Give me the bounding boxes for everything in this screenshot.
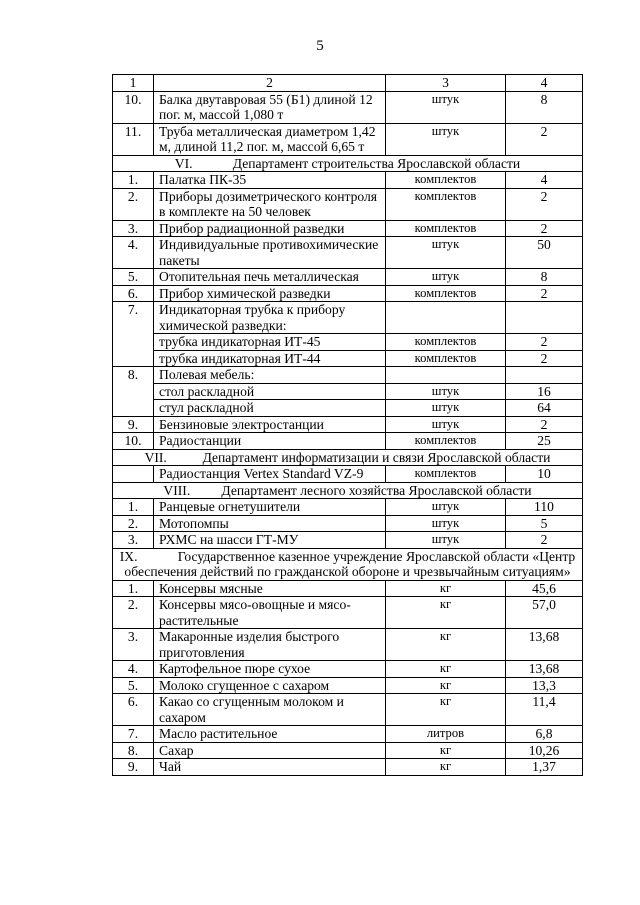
- section-title: [113, 449, 583, 466]
- item-name: Бензиновые электростанции: [154, 416, 386, 433]
- item-quantity: 10: [506, 466, 583, 483]
- table-row: [113, 237, 583, 269]
- column-header: 4: [506, 75, 583, 92]
- item-unit: литров: [386, 726, 506, 743]
- subitem-unit: штук: [386, 400, 506, 417]
- section-title: [113, 548, 583, 580]
- row-number: 5.: [113, 269, 154, 286]
- table-row: [113, 580, 583, 597]
- subitem-unit: штук: [386, 383, 506, 400]
- row-number: [113, 466, 154, 483]
- item-quantity: 10,26: [506, 742, 583, 759]
- item-unit: кг: [386, 742, 506, 759]
- item-quantity: 110: [506, 499, 583, 516]
- item-quantity: 5: [506, 515, 583, 532]
- item-name: Полевая мебель:: [154, 367, 386, 384]
- item-unit: штук: [386, 123, 506, 155]
- item-unit: кг: [386, 580, 506, 597]
- item-unit: кг: [386, 694, 506, 726]
- row-number: 1.: [113, 499, 154, 516]
- row-number: 2.: [113, 597, 154, 629]
- item-unit: штук: [386, 499, 506, 516]
- item-unit: кг: [386, 597, 506, 629]
- item-quantity: 1,37: [506, 759, 583, 776]
- item-unit: штук: [386, 269, 506, 286]
- table-subrow: [113, 383, 583, 400]
- item-unit: штук: [386, 91, 506, 123]
- item-name: Приборы дозиметрического контроля в комплекте на 50 человек: [154, 188, 386, 220]
- table-row: [113, 466, 583, 483]
- table-row: [113, 742, 583, 759]
- row-number: 4.: [113, 237, 154, 269]
- section-title-text: Департамент информатизации и связи Ярославской области: [202, 449, 551, 465]
- item-quantity: 25: [506, 433, 583, 450]
- item-quantity: 50: [506, 237, 583, 269]
- column-header: 1: [113, 75, 154, 92]
- section-title-row: [113, 155, 583, 172]
- table-row: [113, 597, 583, 629]
- row-number: 6.: [113, 694, 154, 726]
- row-number: 3.: [113, 532, 154, 549]
- row-number: 2.: [113, 515, 154, 532]
- item-quantity: 45,6: [506, 580, 583, 597]
- row-number: 8.: [113, 367, 154, 417]
- subitem-quantity: 16: [506, 383, 583, 400]
- subitem-unit: комплектов: [386, 350, 506, 367]
- item-quantity: 8: [506, 91, 583, 123]
- item-unit: комплектов: [386, 220, 506, 237]
- item-name: Масло растительное: [154, 726, 386, 743]
- item-unit: штук: [386, 515, 506, 532]
- table-subrow: [113, 400, 583, 417]
- item-quantity: [506, 302, 583, 334]
- item-quantity: 8: [506, 269, 583, 286]
- section-roman-numeral: IX.: [119, 548, 138, 564]
- item-unit: комплектов: [386, 433, 506, 450]
- section-title: [113, 155, 583, 172]
- item-unit: кг: [386, 629, 506, 661]
- subitem-name: трубка индикаторная ИТ-45: [154, 334, 386, 351]
- item-name: Радиостанция Vertex Standard VZ-9: [154, 466, 386, 483]
- item-name: РХМС на шасси ГТ-МУ: [154, 532, 386, 549]
- column-header: 3: [386, 75, 506, 92]
- item-unit: кг: [386, 677, 506, 694]
- subitem-unit: комплектов: [386, 334, 506, 351]
- subitem-name: стол раскладной: [154, 383, 386, 400]
- item-name: Ранцевые огнетушители: [154, 499, 386, 516]
- item-quantity: 2: [506, 532, 583, 549]
- table-row: [113, 416, 583, 433]
- table-row: [113, 629, 583, 661]
- item-unit: комплектов: [386, 188, 506, 220]
- table-row: [113, 433, 583, 450]
- item-name: Макаронные изделия быстрого приготовления: [154, 629, 386, 661]
- item-name: Индикаторная трубка к прибору химической разведки:: [154, 302, 386, 334]
- table-subrow: [113, 350, 583, 367]
- row-number: 7.: [113, 302, 154, 367]
- item-name: Отопительная печь металлическая: [154, 269, 386, 286]
- item-unit: комплектов: [386, 285, 506, 302]
- item-quantity: 2: [506, 220, 583, 237]
- subitem-quantity: 2: [506, 350, 583, 367]
- row-number: 1.: [113, 172, 154, 189]
- subitem-quantity: 2: [506, 334, 583, 351]
- table-row: [113, 499, 583, 516]
- item-name: Молоко сгущенное с сахаром: [154, 677, 386, 694]
- item-quantity: 4: [506, 172, 583, 189]
- section-title-text: Департамент строительства Ярославской области: [232, 155, 521, 171]
- page-number: 5: [316, 38, 324, 54]
- table-row: [113, 759, 583, 776]
- item-quantity: 2: [506, 188, 583, 220]
- item-unit: кг: [386, 759, 506, 776]
- subitem-name: трубка индикаторная ИТ-44: [154, 350, 386, 367]
- item-name: Чай: [154, 759, 386, 776]
- column-header: 2: [154, 75, 386, 92]
- section-roman-numeral: VIII.: [163, 482, 191, 498]
- item-name: Консервы мясные: [154, 580, 386, 597]
- table-row: [113, 677, 583, 694]
- row-number: 11.: [113, 123, 154, 155]
- item-name: Радиостанции: [154, 433, 386, 450]
- row-number: 10.: [113, 433, 154, 450]
- row-number: 3.: [113, 629, 154, 661]
- item-quantity: 13,68: [506, 629, 583, 661]
- item-name: Мотопомпы: [154, 515, 386, 532]
- section-roman-numeral: VI.: [174, 155, 193, 171]
- item-name: Какао со сгущенным молоком и сахаром: [154, 694, 386, 726]
- table-header-row: [113, 75, 583, 92]
- equipment-table: [112, 74, 583, 776]
- row-number: 8.: [113, 742, 154, 759]
- section-title: [113, 482, 583, 499]
- row-number: 6.: [113, 285, 154, 302]
- subitem-name: стул раскладной: [154, 400, 386, 417]
- item-quantity: 2: [506, 285, 583, 302]
- item-unit: штук: [386, 416, 506, 433]
- row-number: 3.: [113, 220, 154, 237]
- table-row: [113, 188, 583, 220]
- row-number: 1.: [113, 580, 154, 597]
- section-roman-numeral: VII.: [144, 449, 167, 465]
- row-number: 10.: [113, 91, 154, 123]
- table-row: [113, 661, 583, 678]
- table-row: [113, 302, 583, 334]
- item-quantity: 11,4: [506, 694, 583, 726]
- subitem-quantity: 64: [506, 400, 583, 417]
- row-number: 2.: [113, 188, 154, 220]
- item-unit: [386, 367, 506, 384]
- table-row: [113, 532, 583, 549]
- item-name: Сахар: [154, 742, 386, 759]
- item-name: Прибор химической разведки: [154, 285, 386, 302]
- section-title-text: Государственное казенное учреждение Ярославской области «Центр обеспечения действий по гражданской обороне и чрезвычайным ситуациям»: [124, 548, 576, 579]
- table-row: [113, 172, 583, 189]
- item-name: Прибор радиационной разведки: [154, 220, 386, 237]
- table-row: [113, 694, 583, 726]
- item-quantity: 13,68: [506, 661, 583, 678]
- table-row: [113, 367, 583, 384]
- table-row: [113, 123, 583, 155]
- item-name: Труба металлическая диаметром 1,42 м, длиной 11,2 пог. м, массой 6,65 т: [154, 123, 386, 155]
- item-name: Палатка ПК-35: [154, 172, 386, 189]
- item-quantity: 2: [506, 416, 583, 433]
- table-row: [113, 220, 583, 237]
- section-title-text: Департамент лесного хозяйства Ярославской области: [221, 482, 532, 498]
- row-number: 4.: [113, 661, 154, 678]
- item-quantity: 6,8: [506, 726, 583, 743]
- item-name: Индивидуальные противохимические пакеты: [154, 237, 386, 269]
- item-quantity: 13,3: [506, 677, 583, 694]
- item-name: Балка двутавровая 55 (Б1) длиной 12 пог. м, массой 1,080 т: [154, 91, 386, 123]
- table-row: [113, 91, 583, 123]
- section-title-row: [113, 548, 583, 580]
- item-quantity: [506, 367, 583, 384]
- table-row: [113, 515, 583, 532]
- section-title-row: [113, 482, 583, 499]
- item-unit: [386, 302, 506, 334]
- table-row: [113, 269, 583, 286]
- section-title-row: [113, 449, 583, 466]
- item-unit: кг: [386, 661, 506, 678]
- row-number: 9.: [113, 416, 154, 433]
- item-unit: штук: [386, 532, 506, 549]
- item-name: Картофельное пюре сухое: [154, 661, 386, 678]
- row-number: 9.: [113, 759, 154, 776]
- row-number: 7.: [113, 726, 154, 743]
- row-number: 5.: [113, 677, 154, 694]
- table-row: [113, 285, 583, 302]
- table-row: [113, 726, 583, 743]
- item-unit: штук: [386, 237, 506, 269]
- item-quantity: 2: [506, 123, 583, 155]
- item-unit: комплектов: [386, 466, 506, 483]
- table-subrow: [113, 334, 583, 351]
- item-quantity: 57,0: [506, 597, 583, 629]
- item-name: Консервы мясо-овощные и мясо-растительные: [154, 597, 386, 629]
- item-unit: комплектов: [386, 172, 506, 189]
